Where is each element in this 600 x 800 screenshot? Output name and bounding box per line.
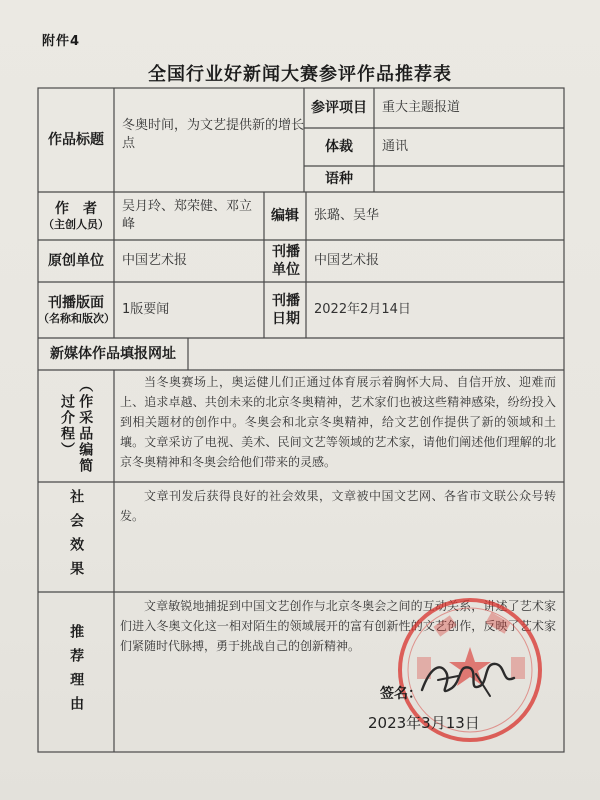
grid-lines [38,88,564,752]
publisher-label: 原创单位 [48,252,104,269]
editor-label: 编辑 [271,207,299,224]
publish-unit-value: 中国艺术报 [314,253,380,269]
intro-text: 当冬奥赛场上，奥运健儿们正通过体育展示着胸怀大局、自信开放、迎难而上、追求卓越、共创未来的北京冬奥精神，艺术家们也被这些精神感染，纷纷投入到相关题材的创作中。冬奥会和北京冬奥精神，给文艺创作提供了新的领域和土壤。文章采访了电视、美术、民间文艺等领域的艺术家，请他们阐述他们理解的北京冬奥精神和冬奥会给他们带来的灵感。 [120,375,556,469]
reason-label-text: 推荐理由 [68,624,85,720]
signature-date: 2023年3月13日 [368,714,480,732]
form-title: 全国行业好新闻大赛参评作品推荐表 [148,64,452,85]
genre-value: 通讯 [382,139,409,155]
signature-label: 签名： [380,686,422,702]
publish-date-label: 刊播日期 [272,292,300,327]
author-label-main: 作 者 [55,200,97,217]
author-label-sub: （主创人员） [43,217,109,231]
effect-text: 文章刊发后获得良好的社会效果，文章被中国文艺网、各省市文联公众号转发。 [120,489,556,523]
author-value: 吴月玲、郑荣健、邓立峰 [122,199,253,232]
url-label: 新媒体作品填报网址 [50,345,176,362]
publisher-value: 中国艺术报 [122,253,188,269]
publish-unit-label: 刊播单位 [272,243,300,278]
reason-text: 文章敏锐地捕捉到中国文艺创作与北京冬奥会之间的互动关系，讲述了艺术家们进入冬奥文化这一相对陌生的领域展开的富有创新性的文艺创作，反映了艺术家们紧随时代脉搏，勇于挑战自己的创新精神。 [120,599,556,653]
editor-value: 张璐、吴华 [314,208,380,224]
work-title-value: 冬奥时间，为文艺提供新的增长点 [122,118,305,151]
work-title-label: 作品标题 [48,131,104,148]
publish-date-value: 2022年2月14日 [314,302,411,318]
genre-label: 体裁 [325,138,353,155]
category-label: 参评项目 [311,99,367,116]
effect-label-text: 社会效果 [68,489,85,585]
page-label-main: 刊播版面 [48,294,104,311]
language-label: 语种 [325,170,353,187]
page-value: 1版要闻 [122,302,170,318]
annex-label: 附件4 [42,34,81,49]
outer-border [38,88,564,752]
page-label-sub: （名称和版次） [38,311,115,325]
intro-label-text: （作采品编简过介程） [59,378,94,474]
category-value: 重大主题报道 [382,100,461,116]
